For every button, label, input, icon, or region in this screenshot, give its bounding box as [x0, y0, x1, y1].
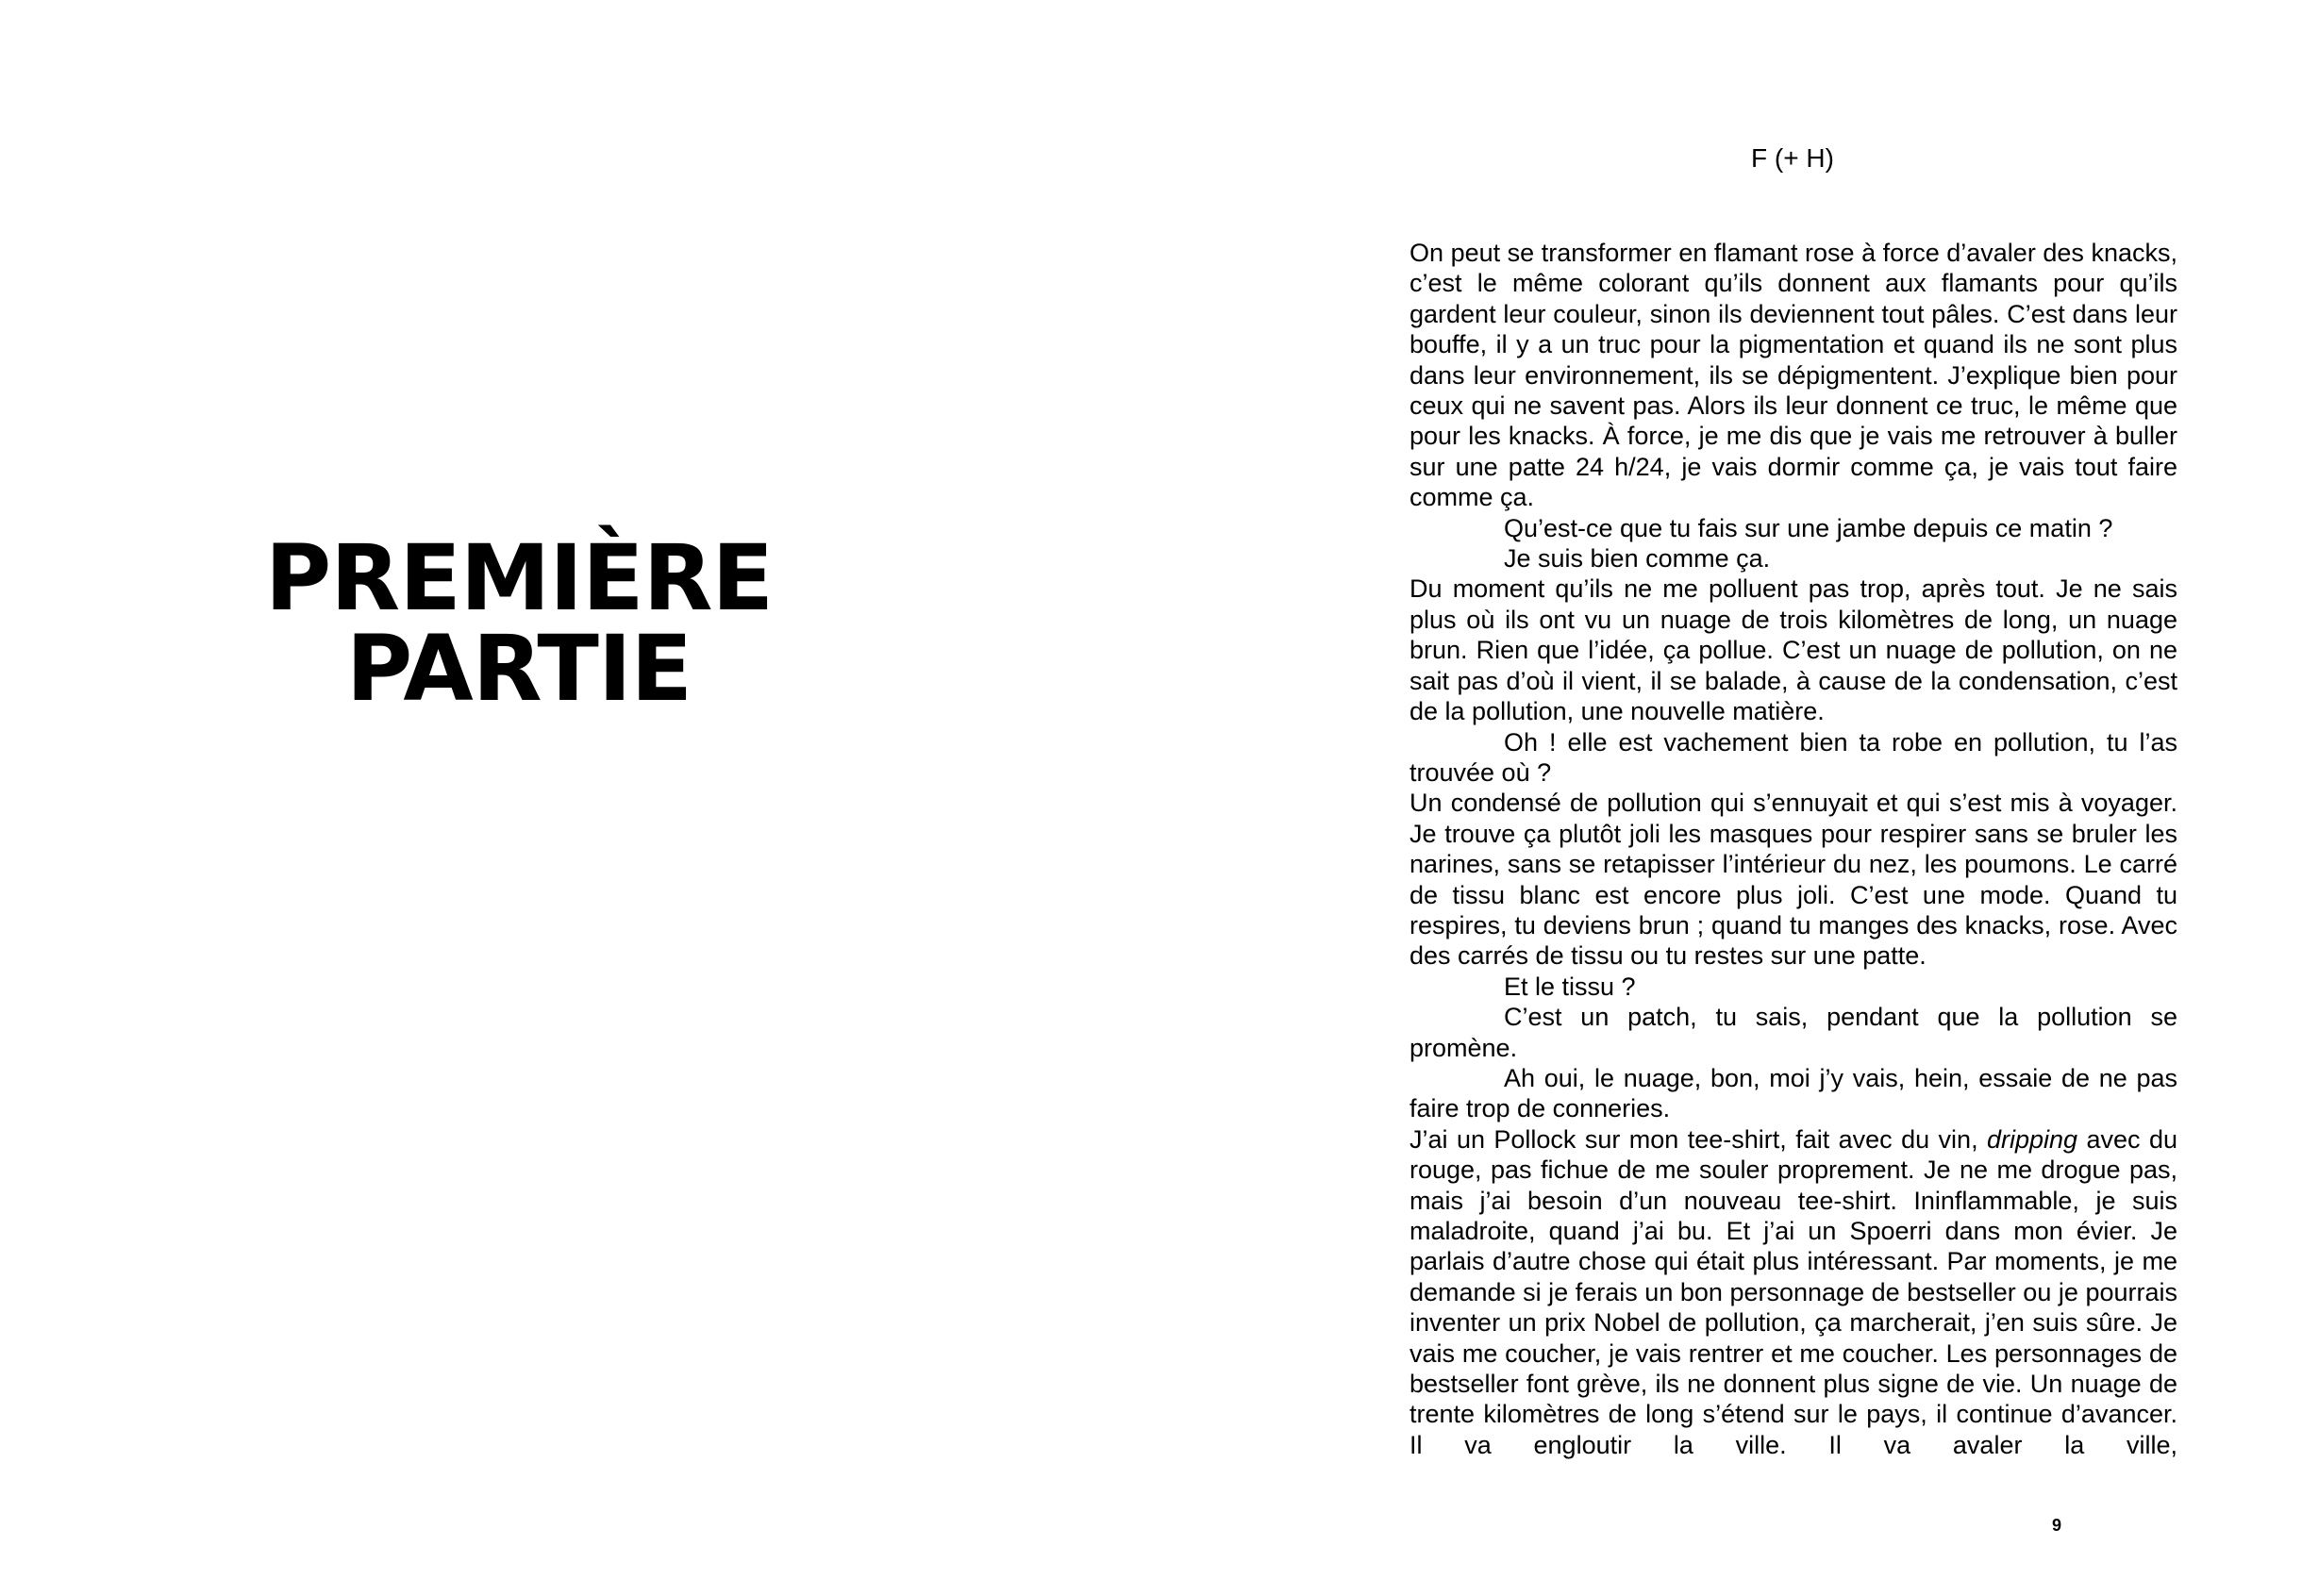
- italic-term: dripping: [1987, 1124, 2078, 1154]
- text-segment: avec du rouge, pas fichue de me souler proprement. Je ne me drogue pas, mais j’ai besoin d’un nouveau tee-shirt. Ininflammable, je suis maladroite, quand j’ai bu. Et j’ai un Spoerri dans mon évier. Je parlais d’autre chose qui était plus intéressant. Par moments, je me demande si je ferais un bon personnage de bestseller ou je pourrais inventer un prix Nobel de pollution, ça marcherait, j’en suis sûre. Je vais me coucher, je vais rentrer et me coucher. Les personnages de bestseller font grève, ils ne donnent plus signe de vie. Un nuage de trente kilomètres de long s’étend sur le pays, il continue d’avancer. Il va engloutir la ville. Il va avaler la ville,: [1410, 1124, 2177, 1459]
- paragraph: Un condensé de pollution qui s’ennuyait et qui s’est mis à voyager. Je trouve ça plutôt joli les masques pour respirer sans se bruler les narines, sans se retapisser l’intérieur du nez, les poumons. Le carré de tissu blanc est encore plus joli. C’est une mode. Quand tu respires, tu deviens brun ; quand tu manges des knacks, rose. Avec des carrés de tissu ou tu restes sur une patte.: [1410, 789, 2177, 971]
- dialogue-line: Ah oui, le nuage, bon, moi j’y vais, hein, essaie de ne pas faire trop de conneries.: [1410, 1063, 2177, 1123]
- paragraph-continued: [1410, 1124, 2177, 1460]
- part-title: [236, 525, 802, 722]
- part-title-line-1: PREMIÈRE: [264, 525, 774, 631]
- page-number: 9: [2051, 1516, 2061, 1535]
- dialogue-line: Oh ! elle est vachement bien ta robe en pollution, tu l’as trouvée où ?: [1410, 727, 2177, 787]
- dialogue-line: C’est un patch, tu sais, pendant que la pollution se promène.: [1410, 1003, 2177, 1062]
- dialogue-line: Je suis bien comme ça.: [1504, 544, 1771, 574]
- paragraph: Du moment qu’ils ne me polluent pas trop, après tout. Je ne sais plus où ils ont vu un nuage de trois kilomètres de long, un nuage brun. Rien que l’idée, ça pollue. C’est un nuage de pollution, on ne sait pas d’où il vient, il se balade, à cause de la condensation, c’est de la pollution, une nouvelle matière.: [1410, 574, 2177, 726]
- dialogue-line: Et le tissu ?: [1504, 972, 1636, 1001]
- dialogue-line: Qu’est-ce que tu fais sur une jambe depuis ce matin ?: [1504, 513, 2113, 542]
- paragraph: On peut se transformer en flamant rose à force d’avaler des knacks, c’est le même colorant qu’ils donnent aux flamants pour qu’ils gardent leur couleur, sinon ils deviennent tout pâles. C’est dans leur bouffe, il y a un truc pour la pigmentation et quand ils ne sont plus dans leur environnement, ils se dépigmentent. J’explique bien pour ceux qui ne savent pas. Alors ils leur donnent ce truc, le même que pour les knacks. À force, je me dis que je vais me retrouver à buller sur une patte 24 h/24, je vais dormir comme ça, je vais tout faire comme ça.: [1410, 239, 2177, 512]
- part-title-line-2: PARTIE: [345, 616, 692, 722]
- text-segment: J’ai un Pollock sur mon tee-shirt, fait avec du vin,: [1410, 1124, 1987, 1154]
- body-text: [1410, 238, 2177, 1460]
- running-head: F (+ H): [1751, 143, 1834, 173]
